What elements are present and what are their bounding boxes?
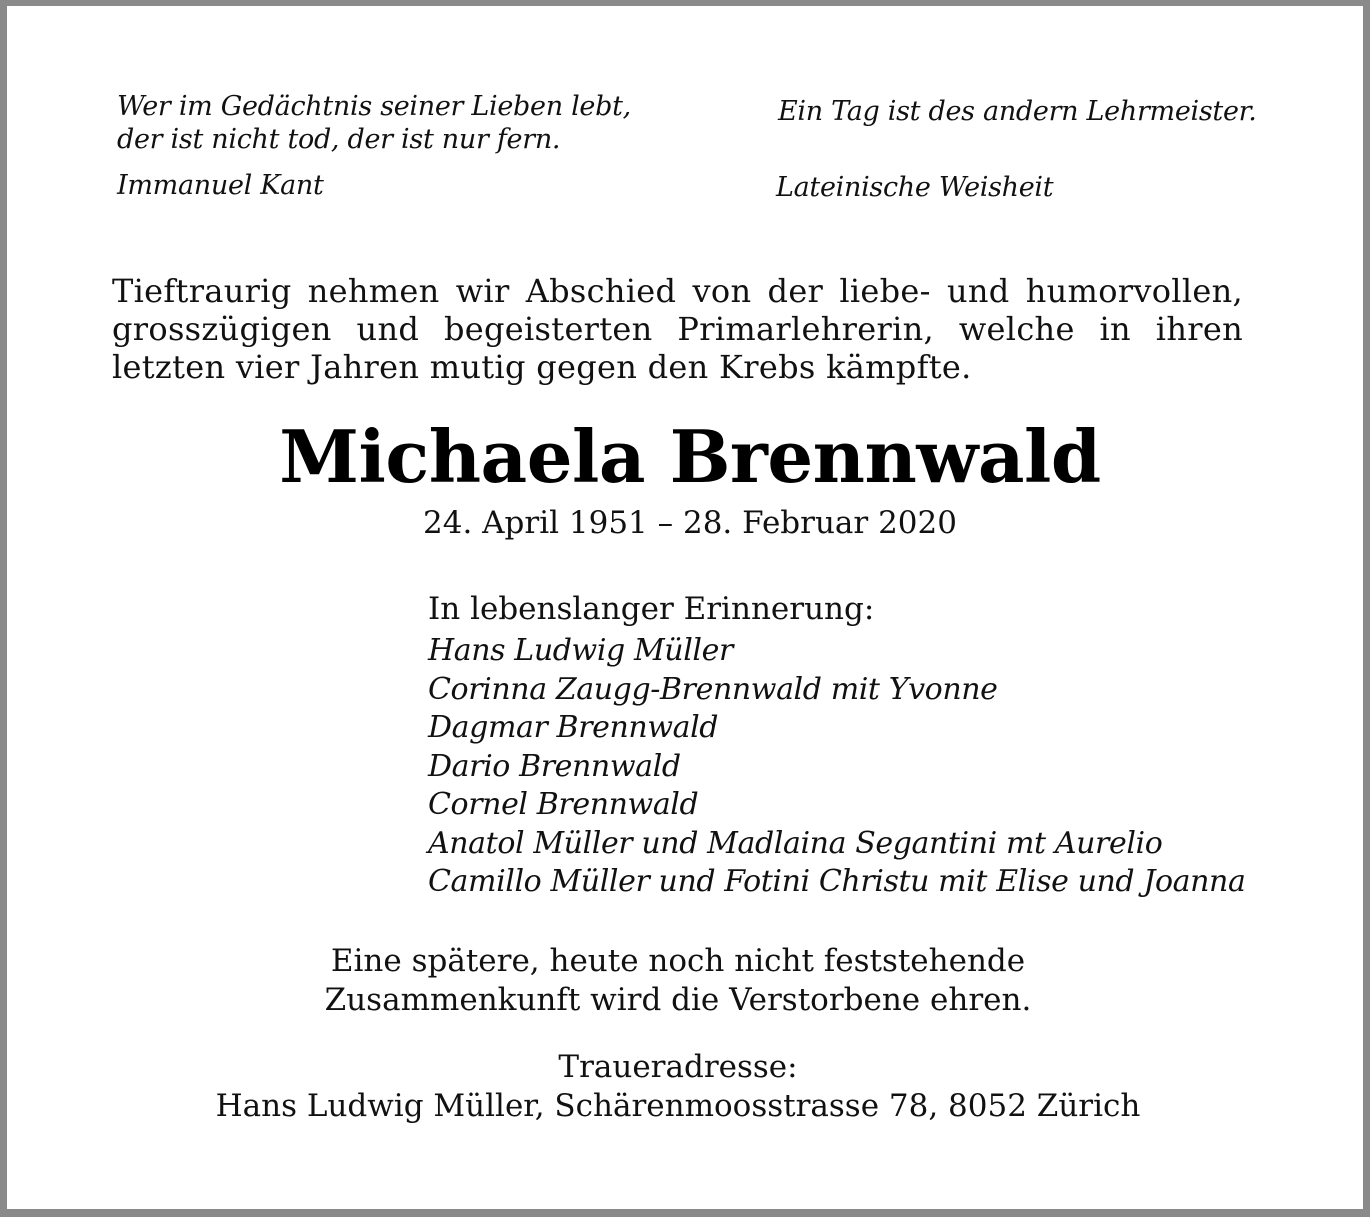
address-value: Hans Ludwig Müller, Schärenmoosstrasse 78, 8052 Zürich xyxy=(215,1088,1141,1124)
mourners-list xyxy=(428,632,1245,902)
quote-left-line-1: Wer im Gedächtnis seiner Lieben lebt, xyxy=(117,91,631,122)
gathering-line-2: Zusammenkunft wird die Verstorbene ehren. xyxy=(324,982,1032,1018)
quote-left-line-2: der ist nicht tod, der ist nur fern. xyxy=(117,124,561,155)
intro-paragraph: Tieftraurig nehmen wir Abschied von der liebe- und humorvollen, grosszügigen und begeisterten Primarlehrerin, welche in ihren letzten vier Jahren mutig gegen den Krebs kämpfte. xyxy=(112,272,1243,386)
deceased-name: Michaela Brennwald xyxy=(279,414,1101,499)
quote-left-author: Immanuel Kant xyxy=(117,170,324,201)
gathering-line-1: Eine spätere, heute noch nicht feststehende xyxy=(330,943,1026,979)
mourner-name: Hans Ludwig Müller xyxy=(428,633,733,668)
mourners-heading: In lebenslanger Erinnerung: xyxy=(428,591,875,627)
mourner-name: Dario Brennwald xyxy=(428,748,681,784)
life-dates: 24. April 1951 – 28. Februar 2020 xyxy=(423,505,957,541)
mourner-name: Anatol Müller und Madlaina Segantini mt Aurelio xyxy=(428,825,1163,861)
mourner-name: Dagmar Brennwald xyxy=(428,710,719,745)
quote-right-line-1: Ein Tag ist des andern Lehrmeister. xyxy=(778,96,1257,127)
mourner-name: Camillo Müller und Fotini Christu mit Elise und Joanna xyxy=(428,864,1246,899)
mourner-name: Cornel Brennwald xyxy=(428,787,699,822)
address-label: Traueradresse: xyxy=(558,1049,798,1085)
mourner-name: Corinna Zaugg-Brennwald mit Yvonne xyxy=(428,671,998,707)
obituary-page xyxy=(7,6,1363,1209)
quote-right-author: Lateinische Weisheit xyxy=(776,172,1054,203)
